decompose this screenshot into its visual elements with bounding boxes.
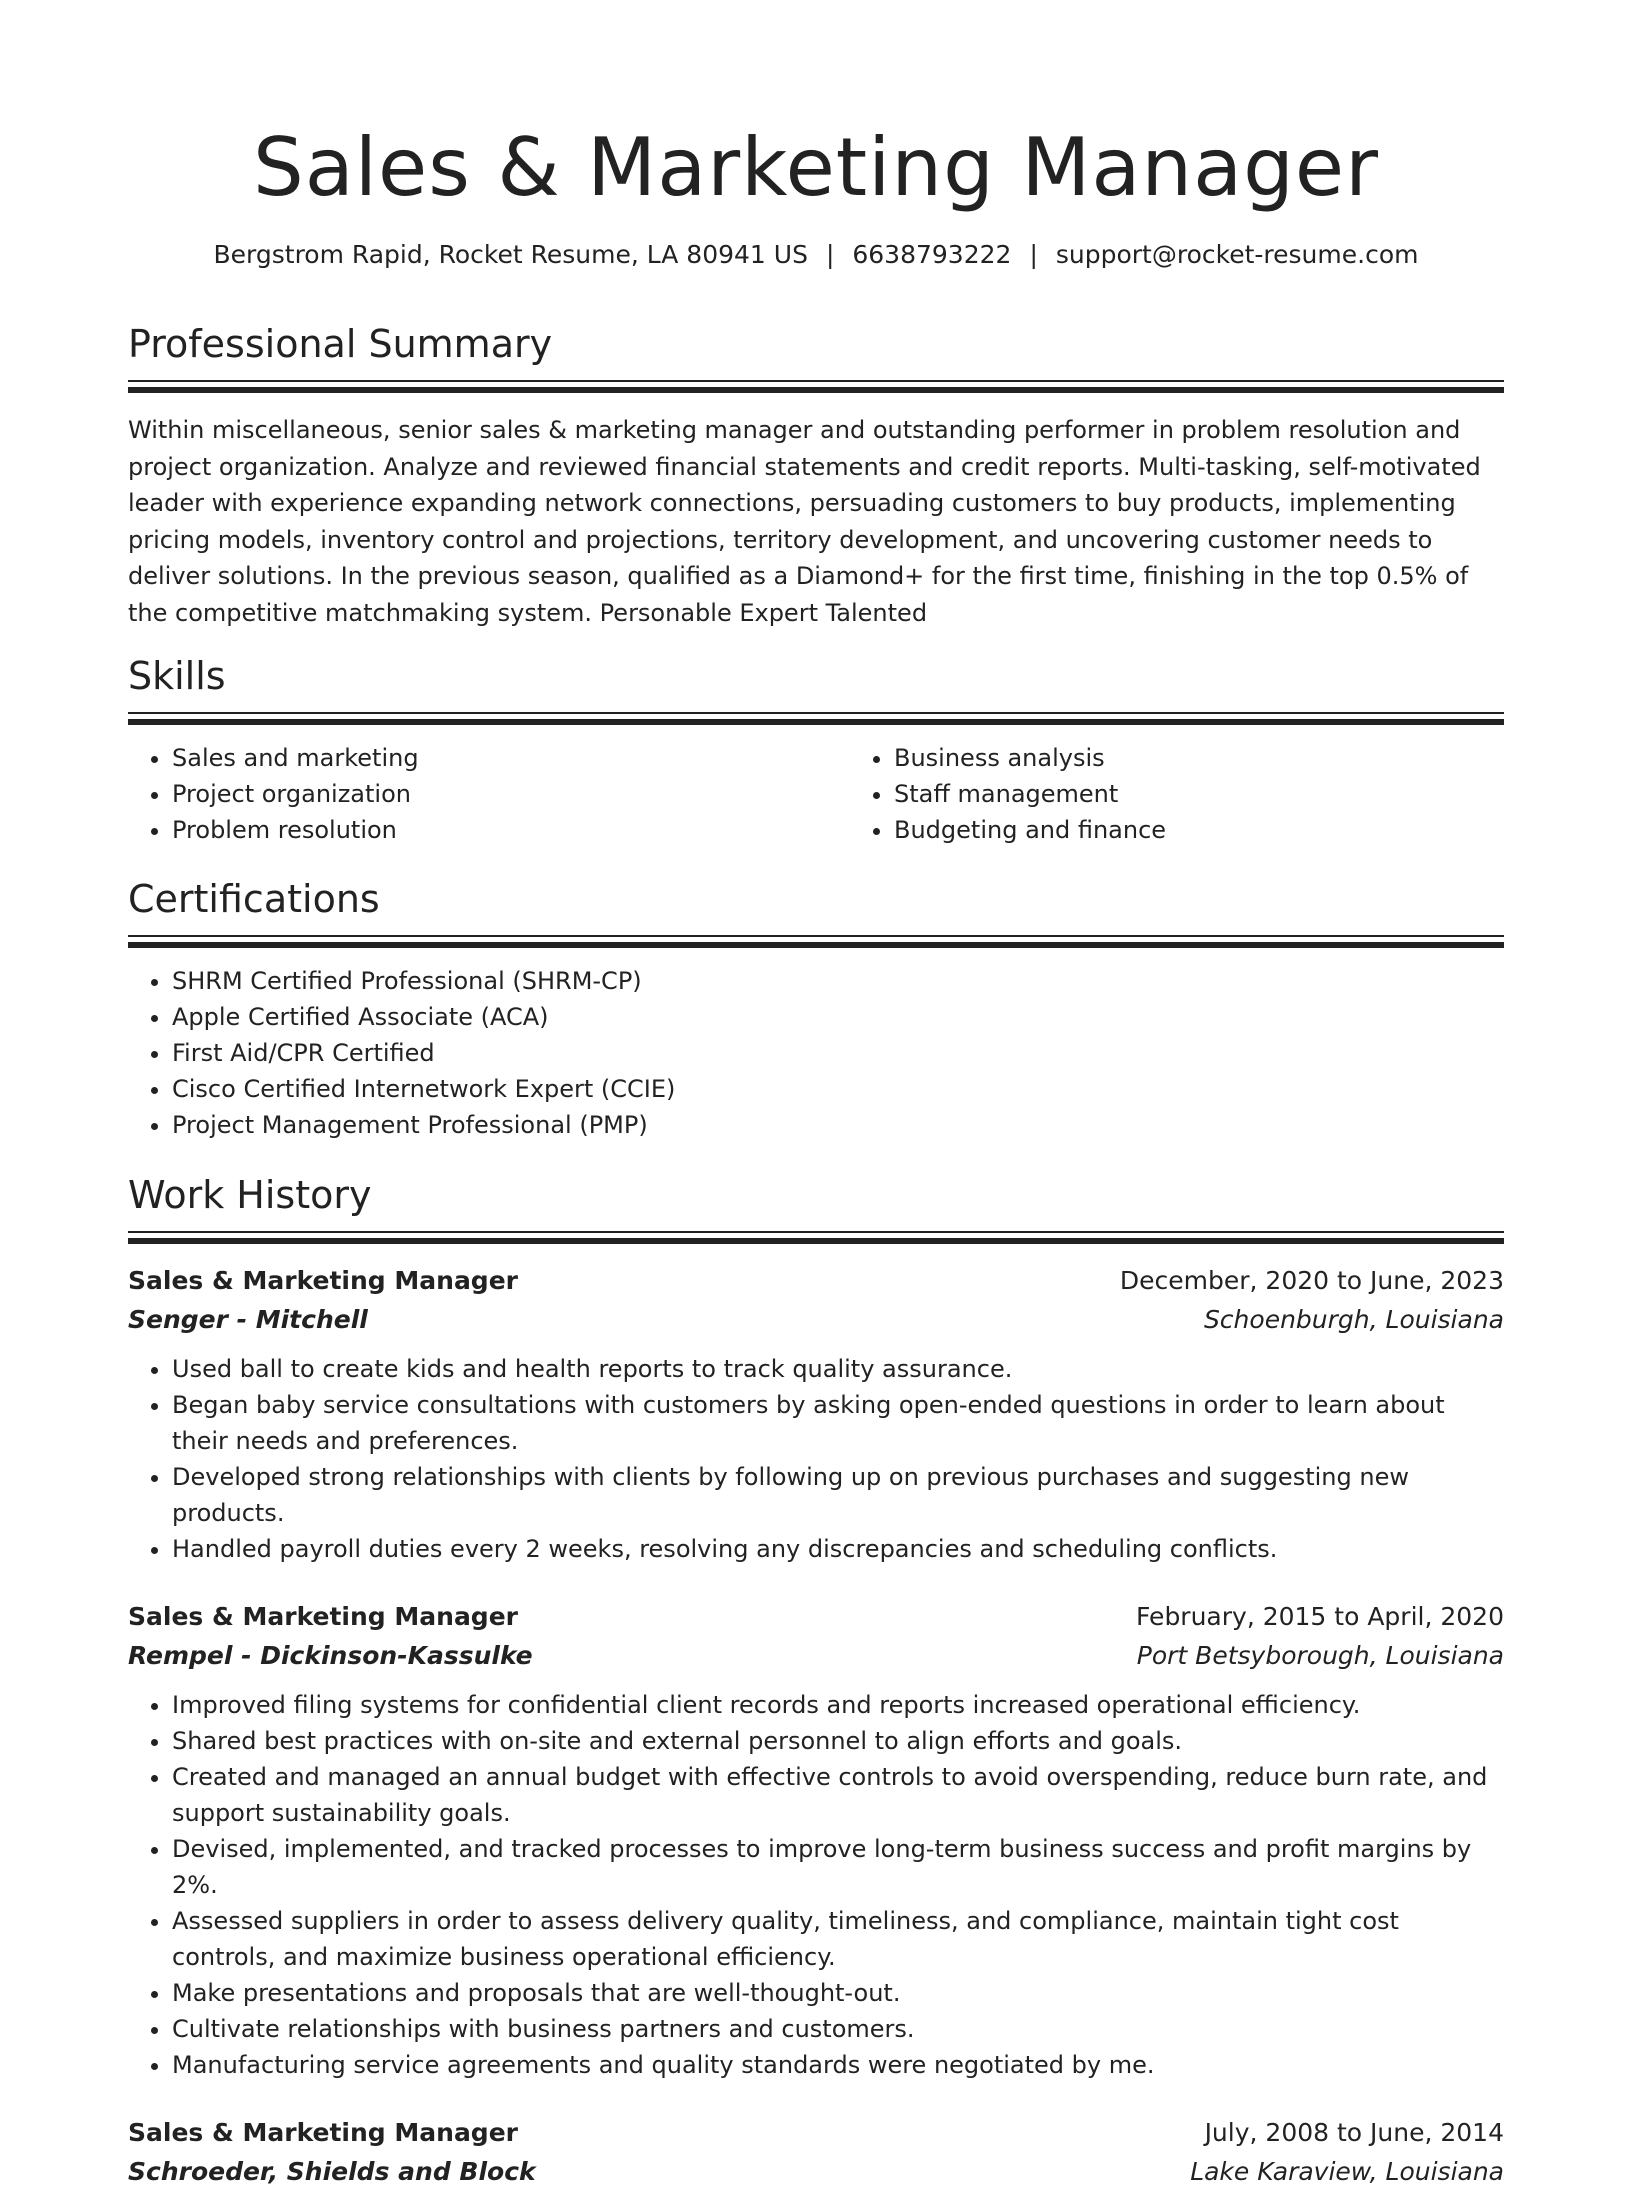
job-header xyxy=(128,2113,1504,2152)
job-header xyxy=(128,1597,1504,1636)
job-entry xyxy=(128,2113,1504,2191)
work-history-heading: Work History xyxy=(128,1173,372,1217)
job-bullet: • Devised, implemented, and tracked processes to improve long-term business success and profit margins by 2%. xyxy=(172,1831,1504,1903)
skill-item: • Project organization xyxy=(172,776,850,812)
skill-item: • Problem resolution xyxy=(172,812,850,848)
job-title: Sales & Marketing Manager xyxy=(128,1602,518,1631)
summary-section xyxy=(128,318,1504,631)
job-bullets xyxy=(128,1351,1504,1567)
job-company: Rempel - Dickinson-Kassulke xyxy=(128,1641,533,1670)
job-entry xyxy=(128,1597,1504,2083)
job-location: Port Betsyborough, Louisiana xyxy=(1136,1641,1504,1670)
job-bullet: • Began baby service consultations with customers by asking open-ended questions in order to learn about their needs and preferences. xyxy=(172,1387,1504,1459)
work-history-section xyxy=(128,1169,1504,2191)
certification-item: • Cisco Certified Internetwork Expert (CCIE) xyxy=(172,1071,1504,1107)
skill-item: • Sales and marketing xyxy=(172,740,850,776)
job-location: Schoenburgh, Louisiana xyxy=(1203,1305,1504,1334)
certification-item: • Project Management Professional (PMP) xyxy=(172,1107,1504,1143)
job-title: Sales & Marketing Manager xyxy=(128,2118,518,2147)
job-bullet: • Created and managed an annual budget with effective controls to avoid overspending, reduce burn rate, and support sustainability goals. xyxy=(172,1759,1504,1831)
job-bullets xyxy=(128,1687,1504,2083)
job-dates: December, 2020 to June, 2023 xyxy=(1119,1266,1504,1295)
summary-text: Within miscellaneous, senior sales & marketing manager and outstanding performer in problem resolution and project organization. Analyze and reviewed financial statements and credit reports. Multi-tasking, self-motivated leader with experience expanding network connections, persuading customers to buy products, implementing pricing models, inventory control and projections, territory development, and uncovering customer needs to deliver solutions. In the previous season, qualified as a Diamond+ for the first time, finishing in the top 0.5% of the competitive matchmaking system. Personable Expert Talented xyxy=(128,416,1481,627)
section-divider xyxy=(128,1231,1504,1245)
certifications-section xyxy=(128,873,1504,1143)
job-bullet: • Improved filing systems for confidential client records and reports increased operational efficiency. xyxy=(172,1687,1504,1723)
skill-item: • Business analysis xyxy=(894,740,1572,776)
certifications-heading: Certifications xyxy=(128,877,380,921)
job-bullet: • Shared best practices with on-site and external personnel to align efforts and goals. xyxy=(172,1723,1504,1759)
job-bullet: • Manufacturing service agreements and quality standards were negotiated by me. xyxy=(172,2047,1504,2083)
job-company: Senger - Mitchell xyxy=(128,1305,368,1334)
job-subheader xyxy=(128,1636,1504,1675)
job-location: Lake Karaview, Louisiana xyxy=(1190,2157,1504,2186)
contact-phone[interactable]: 6638793222 xyxy=(852,240,1012,269)
summary-heading: Professional Summary xyxy=(128,322,553,366)
skills-section xyxy=(128,650,1504,848)
job-header xyxy=(128,1261,1504,1300)
contact-separator: | xyxy=(825,240,835,269)
contact-separator: | xyxy=(1029,240,1038,269)
section-divider xyxy=(128,712,1504,726)
job-entry xyxy=(128,1261,1504,1567)
certifications-list xyxy=(128,963,1504,1143)
skills-list-right xyxy=(850,740,1572,848)
skill-item: • Budgeting and finance xyxy=(894,812,1572,848)
job-title: Sales & Marketing Manager xyxy=(128,1266,518,1295)
job-bullet: • Make presentations and proposals that are well-thought-out. xyxy=(172,1975,1504,2011)
job-company: Schroeder, Shields and Block xyxy=(128,2157,536,2186)
skill-item: • Staff management xyxy=(894,776,1572,812)
contact-address: Bergstrom Rapid, Rocket Resume, LA 80941 US xyxy=(213,240,808,269)
job-subheader xyxy=(128,1300,1504,1339)
certification-item: • SHRM Certified Professional (SHRM-CP) xyxy=(172,963,1504,999)
certification-item: • Apple Certified Associate (ACA) xyxy=(172,999,1504,1035)
resume-title: Sales & Marketing Manager xyxy=(253,121,1379,214)
job-dates: July, 2008 to June, 2014 xyxy=(1204,2118,1504,2147)
contact-email[interactable]: support@rocket-resume.com xyxy=(1055,240,1419,269)
section-divider xyxy=(128,380,1504,394)
job-bullet: • Used ball to create kids and health reports to track quality assurance. xyxy=(172,1351,1504,1387)
skills-list-left xyxy=(128,740,850,848)
skills-columns xyxy=(128,726,1504,848)
skills-heading: Skills xyxy=(128,654,226,698)
contact-line xyxy=(128,237,1504,273)
job-bullet: • Handled payroll duties every 2 weeks, resolving any discrepancies and scheduling conflicts. xyxy=(172,1531,1504,1567)
job-bullet: • Developed strong relationships with clients by following up on previous purchases and suggesting new products. xyxy=(172,1459,1504,1531)
section-divider xyxy=(128,935,1504,949)
job-bullet: • Assessed suppliers in order to assess delivery quality, timeliness, and compliance, maintain tight cost controls, and maximize business operational efficiency. xyxy=(172,1903,1504,1975)
job-dates: February, 2015 to April, 2020 xyxy=(1136,1602,1504,1631)
job-subheader xyxy=(128,2152,1504,2191)
certification-item: • First Aid/CPR Certified xyxy=(172,1035,1504,1071)
job-bullet: • Cultivate relationships with business partners and customers. xyxy=(172,2011,1504,2047)
